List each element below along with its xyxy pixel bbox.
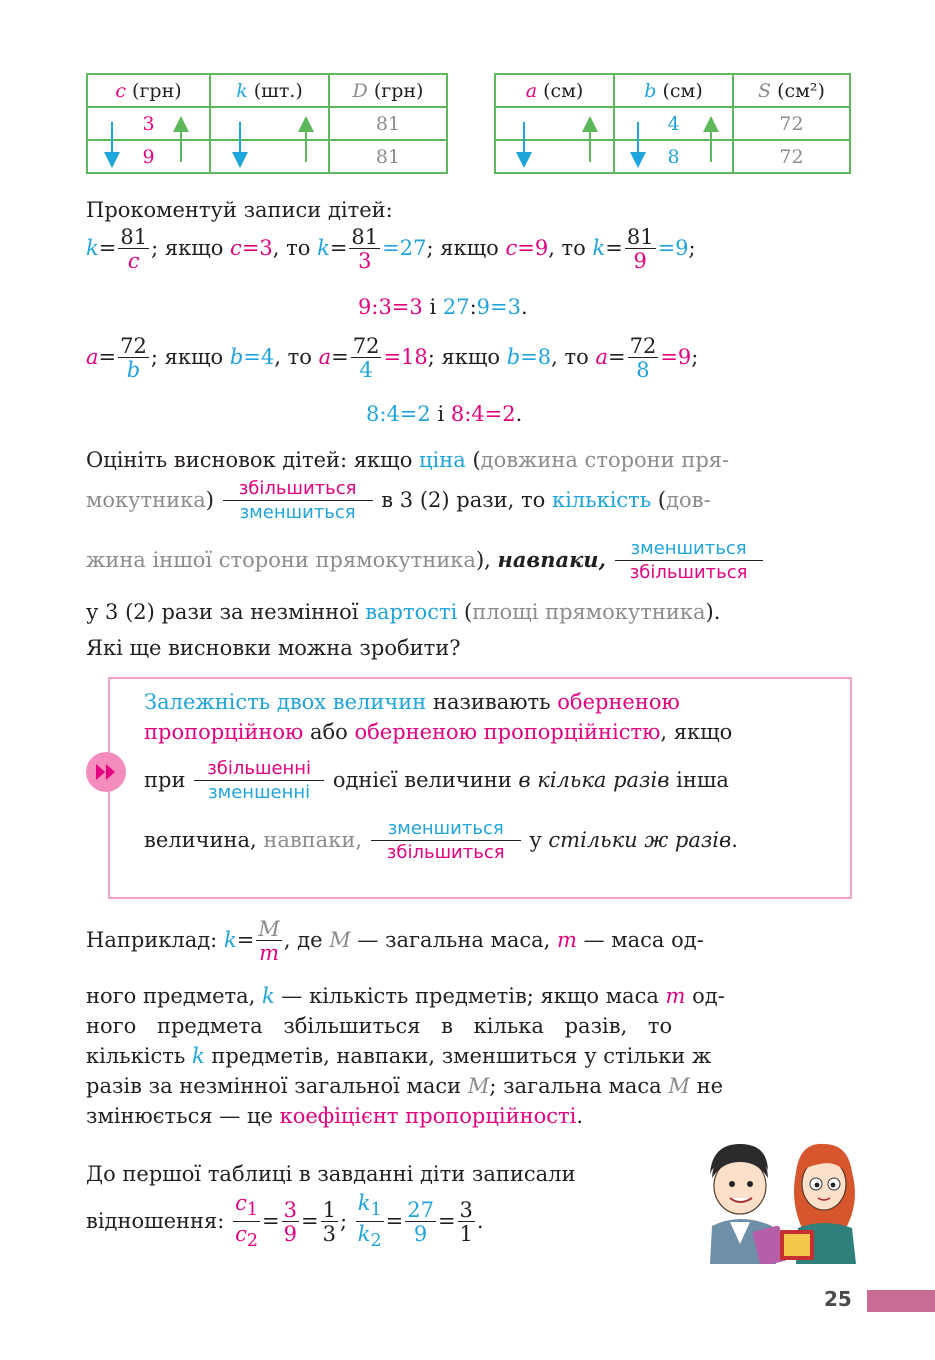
para3-line1: До першої таблиці в завданні діти записали: [86, 1162, 576, 1186]
header-b: b (см): [614, 74, 733, 107]
cell-s-2: 72: [733, 140, 850, 173]
table-arrows: [0, 0, 935, 200]
para3-ratios: відношення: $\frac{c_1}{c_2}$ = $\frac{3}{9}$ = $\frac{1}{3}$ ; $\frac{k_1}{k_2}$ = $\frac{27}{9}$ = $\frac{3}{1}$ .: [86, 1191, 484, 1252]
header-d: D (грн): [329, 74, 447, 107]
header-a: a (см): [495, 74, 614, 107]
para1-line2: мокутника) $\frac{\text{збільшиться}}{\text{зменшиться}}$ в 3 (2) рази, то кількість (дов-: [86, 478, 711, 523]
fast-forward-icon: [86, 752, 126, 792]
header-c: c (грн): [87, 74, 210, 107]
para1-line4: у 3 (2) рази за незмінної вартості (площі прямокутника).: [86, 600, 721, 624]
cell-c-1: 3: [87, 107, 210, 140]
para2-line5: разів за незмінної загальної маси M; загальна маса M не: [86, 1074, 723, 1098]
rule-line3: при $\frac{\text{збільшенні}}{\text{зменшенні}}$ однієї величини в кілька разів інша: [144, 758, 729, 803]
up-arrow-icon: [181, 124, 711, 162]
cell-c-2: 9: [87, 140, 210, 173]
children-illustration: [696, 1132, 864, 1264]
para1-line5: Які ще висновки можна зробити?: [86, 636, 461, 660]
down-arrow-icon: [112, 122, 638, 160]
cell-s-1: 72: [733, 107, 850, 140]
header-k: k (шт.): [210, 74, 329, 107]
cell-b-1: 4: [614, 107, 733, 140]
prompt-comment: Прокоментуй записи дітей:: [86, 198, 393, 222]
para1-line3: жина іншої сторони прямокутника), навпаки, $\frac{\text{зменшиться}}{\text{збільшиться}}$: [86, 538, 765, 585]
para2-line3: ного предмета збільшиться в кілька разів, то: [86, 1014, 673, 1038]
rule-line1: Залежність двох величин називають оберненою: [144, 690, 680, 714]
para2-line4: кількість k предметів, навпаки, зменшиться у стільки ж: [86, 1044, 712, 1068]
para2-line2: ного предмета, k — кількість предметів; якщо маса m од-: [86, 984, 725, 1008]
cell-b-2: 8: [614, 140, 733, 173]
header-s: S (см²): [733, 74, 850, 107]
rule-line4: величина, навпаки, $\frac{\text{зменшиться}}{\text{збільшиться}}$ у стільки ж разів.: [144, 818, 738, 863]
rule-line2: пропорційною або оберненою пропорційністю, якщо: [144, 720, 733, 744]
cell-d-1: 81: [329, 107, 447, 140]
para1-line1: Оцініть висновок дітей: якщо ціна (довжина сторони пря-: [86, 448, 730, 472]
cell-d-2: 81: [329, 140, 447, 173]
para2-line1: Наприклад: k= $\frac{M}{m}$ , де M — загальна маса, m — маса од-: [86, 917, 704, 965]
page-bar: [867, 1290, 935, 1312]
formula-line-1: k= $\frac{81}{c}$ ; якщо c=3, то k= $\frac{81}{3}$ =27; якщо c=9, то k= $\frac{81}{9}$ =9;: [86, 225, 696, 273]
formula-line-3: a= $\frac{72}{b}$ ; якщо b=4, то a= $\frac{72}{4}$ =18; якщо b=8, то a= $\frac{72}{8}$ =9;: [86, 334, 699, 382]
page-number: 25: [824, 1287, 852, 1311]
para2-line6: змінюється — це коефіцієнт пропорційності.: [86, 1104, 584, 1128]
formula-line-2: 9:3=3 і 27:9=3.: [358, 295, 528, 319]
formula-line-4: 8:4=2 і 8:4=2.: [366, 402, 523, 426]
